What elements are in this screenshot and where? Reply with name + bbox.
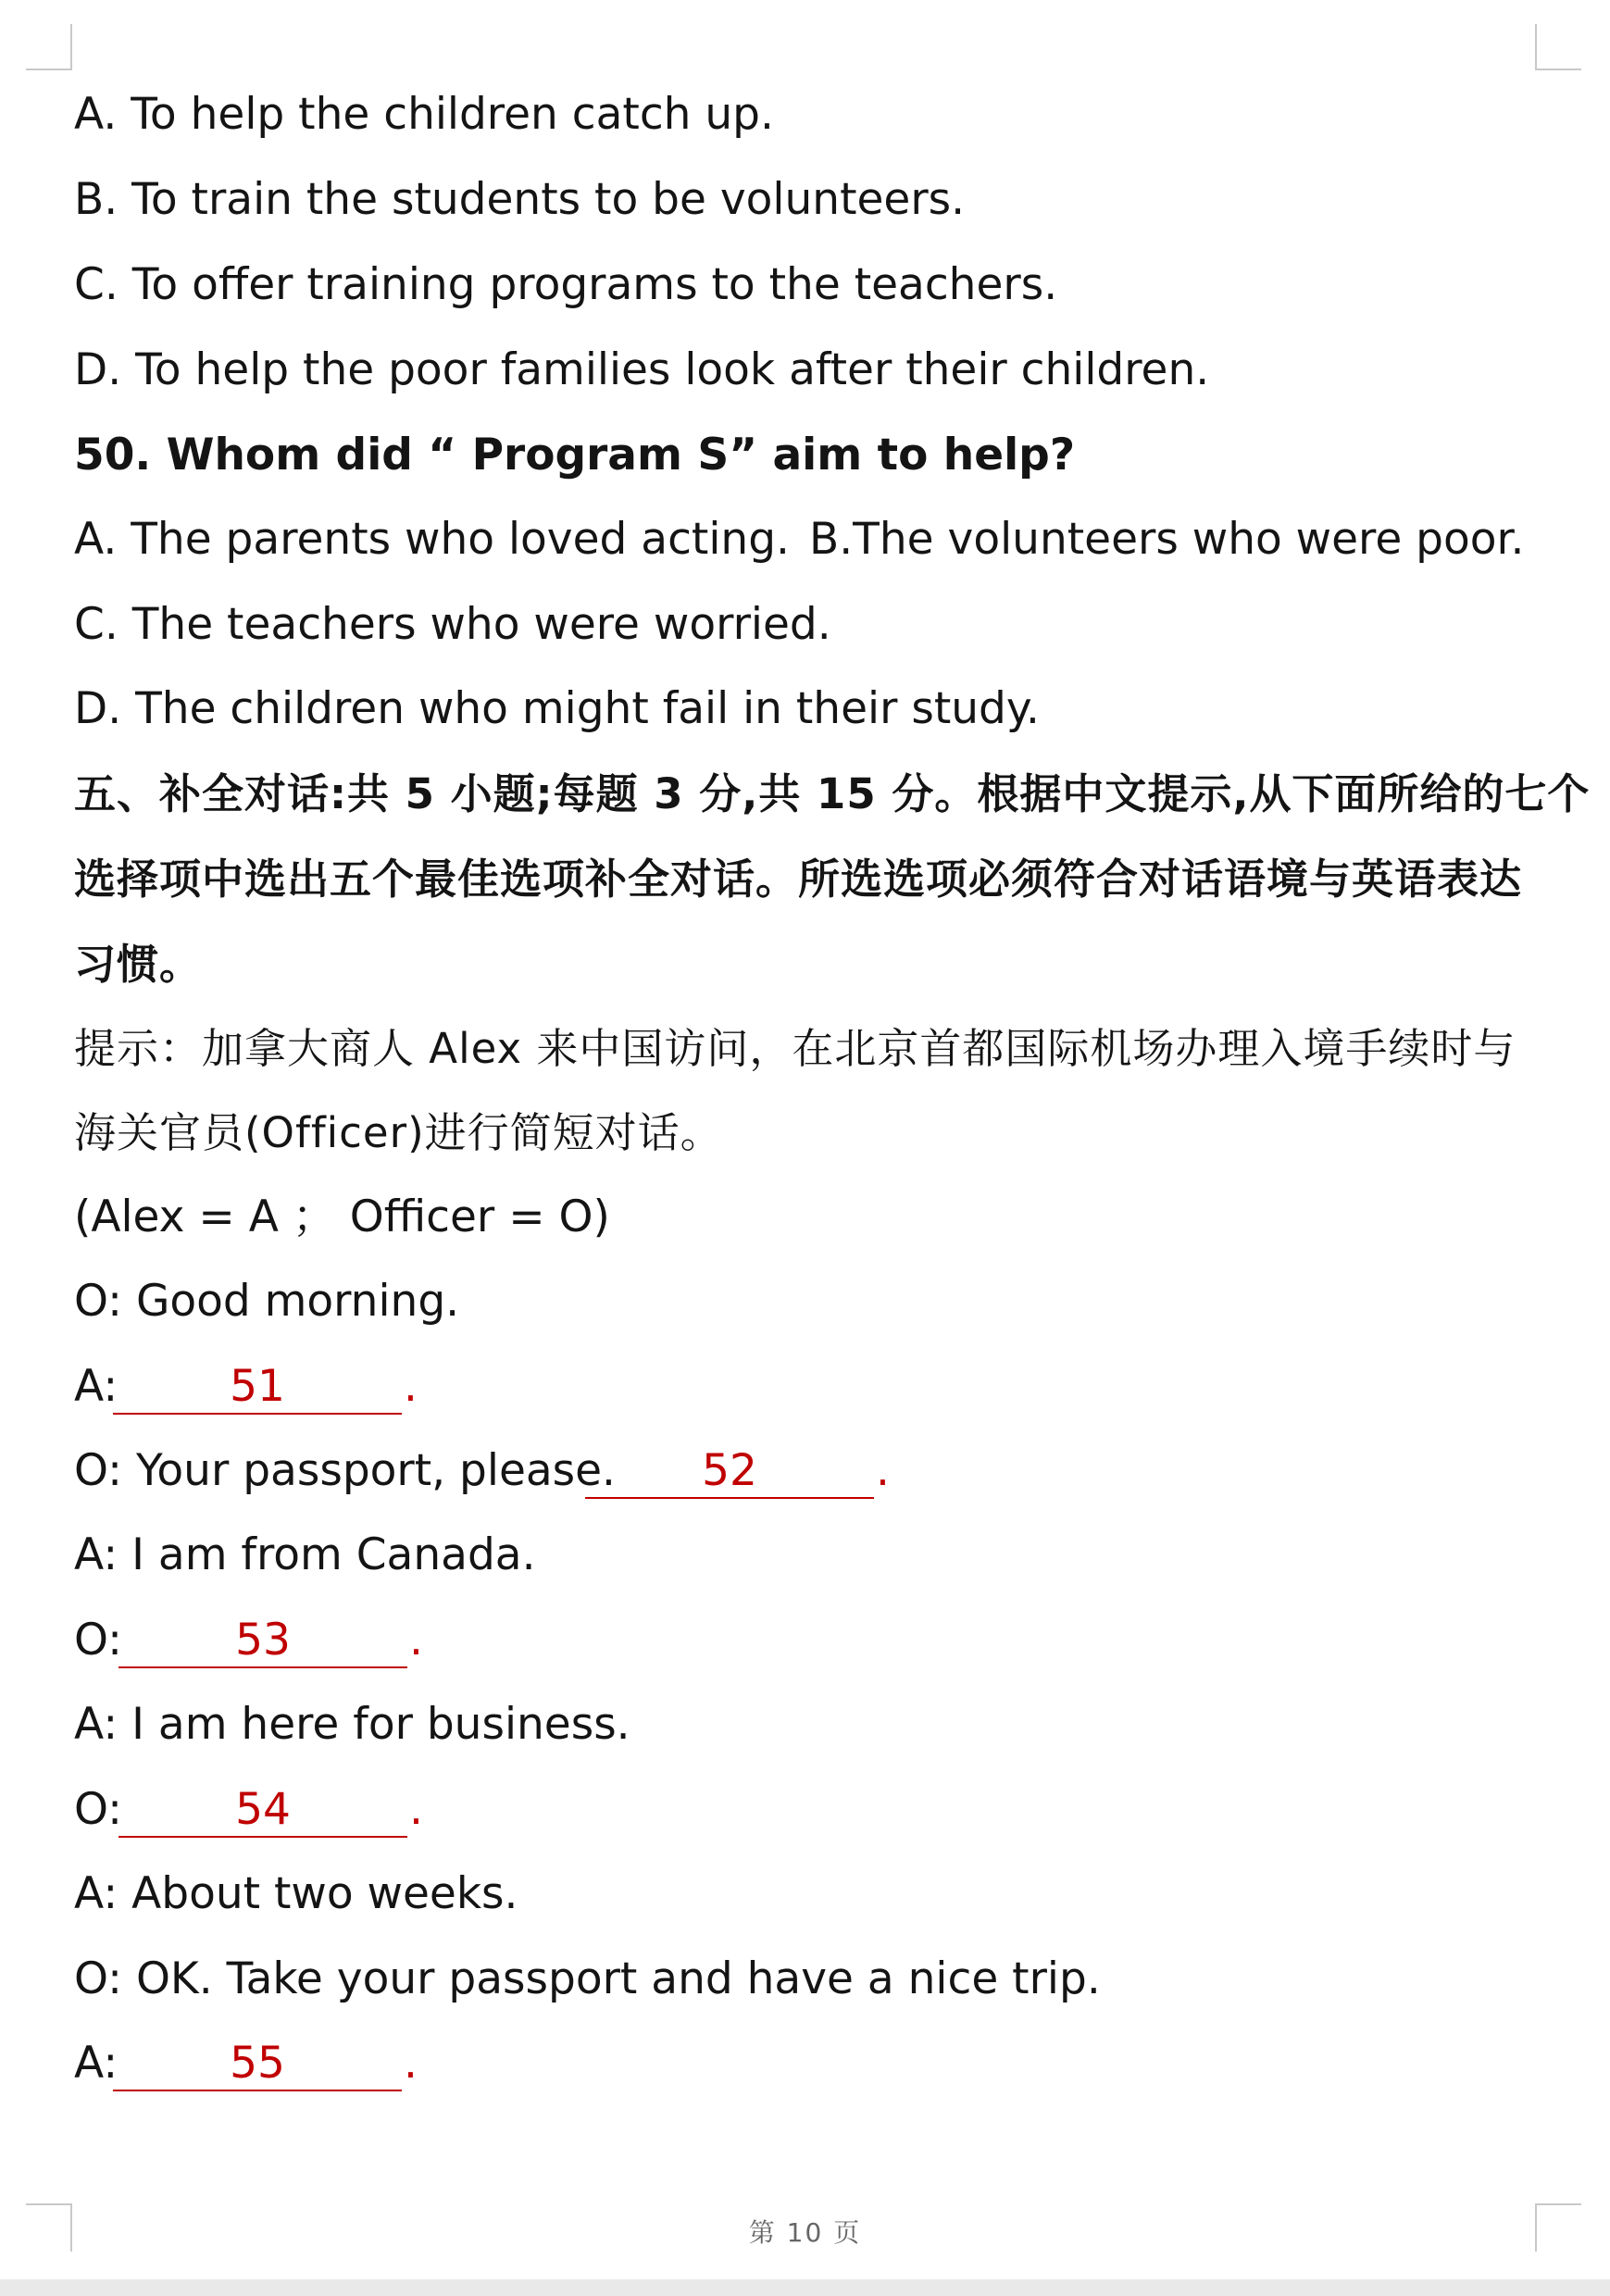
answer-blank-53[interactable]: 53 bbox=[119, 1613, 407, 1668]
crop-mark-top-left-v bbox=[70, 24, 72, 70]
dialogue-a4: A: About two weeks. bbox=[74, 1868, 518, 1919]
dialogue-a2: A: I am from Canada. bbox=[74, 1529, 536, 1580]
q50-option-c: C. The teachers who were worried. bbox=[74, 599, 831, 650]
answer-blank-52[interactable]: 52 bbox=[585, 1443, 874, 1499]
q49-option-d: D. To help the poor families look after their children. bbox=[74, 344, 1210, 395]
speaker-a-prefix: A: bbox=[74, 1361, 119, 1412]
speaker-a-prefix: A: bbox=[74, 2038, 119, 2089]
answer-blank-51[interactable]: 51 bbox=[113, 1359, 402, 1415]
dialogue-o4 bbox=[74, 1782, 444, 1838]
window-bottom-strip bbox=[0, 2279, 1610, 2296]
section5-heading-line2: 选择项中选出五个最佳选项补全对话。所选选项必须符合对话语境与英语表达 bbox=[74, 855, 1523, 904]
section5-heading-line1: 五、补全对话:共 5 小题;每题 3 分,共 15 分。根据中文提示,从下面所给的七个 bbox=[74, 769, 1591, 818]
blank-52-period: . bbox=[876, 1445, 890, 1496]
q49-option-b: B. To train the students to be volunteers. bbox=[74, 174, 966, 225]
answer-blank-54[interactable]: 54 bbox=[119, 1782, 407, 1838]
section5-heading-line3: 习惯。 bbox=[74, 940, 203, 989]
answer-blank-55[interactable]: 55 bbox=[113, 2036, 402, 2091]
dialogue-o3 bbox=[74, 1613, 444, 1668]
speaker-o-prefix: O: bbox=[74, 1615, 123, 1666]
q49-option-a: A. To help the children catch up. bbox=[74, 89, 774, 140]
crop-mark-bottom-right bbox=[1535, 2203, 1581, 2205]
dialogue-a5 bbox=[74, 2036, 444, 2091]
q50-option-d: D. The children who might fail in their study. bbox=[74, 683, 1040, 734]
crop-mark-top-right-v bbox=[1535, 24, 1537, 70]
dialogue-o2-text: O: Your passport, please. bbox=[74, 1445, 616, 1496]
hint-line1: 提示：加拿大商人 Alex 来中国访问，在北京首都国际机场办理入境手续时与 bbox=[74, 1024, 1516, 1073]
hint-line2: 海关官员(Officer)进行简短对话。 bbox=[74, 1108, 723, 1157]
blank-55-period: . bbox=[404, 2038, 418, 2089]
dialogue-a3: A: I am here for business. bbox=[74, 1699, 630, 1750]
dialogue-o1: O: Good morning. bbox=[74, 1276, 460, 1327]
blank-51-period: . bbox=[404, 1361, 418, 1412]
q49-option-c: C. To offer training programs to the teachers. bbox=[74, 259, 1058, 310]
speaker-legend: (Alex = A ； Officer = O) bbox=[74, 1192, 610, 1242]
crop-mark-bottom-left bbox=[26, 2203, 72, 2205]
q50-option-b: B.The volunteers who were poor. bbox=[809, 514, 1525, 565]
blank-54-period: . bbox=[409, 1784, 423, 1835]
dialogue-o2 bbox=[74, 1443, 907, 1499]
dialogue-a1 bbox=[74, 1359, 444, 1415]
crop-mark-top-right bbox=[1535, 69, 1581, 70]
q50-question: 50. Whom did “ Program S” aim to help? bbox=[74, 430, 1076, 480]
speaker-o-prefix: O: bbox=[74, 1784, 123, 1835]
blank-53-period: . bbox=[409, 1615, 423, 1666]
q50-option-a: A. The parents who loved acting. bbox=[74, 514, 790, 565]
crop-mark-top-left bbox=[26, 69, 72, 70]
dialogue-o5: O: OK. Take your passport and have a nice trip. bbox=[74, 1953, 1101, 2004]
page-number: 第 10 页 bbox=[748, 2217, 862, 2248]
